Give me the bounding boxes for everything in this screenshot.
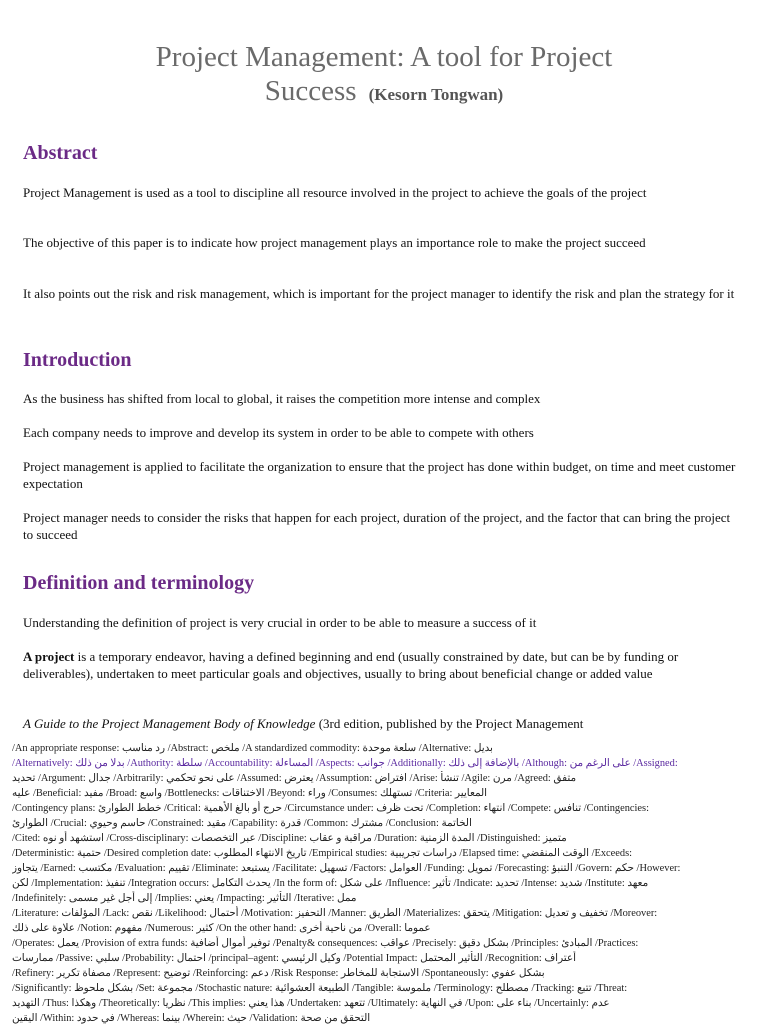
project-definition: is a temporary endeavor, having a defined beginning and end (usually constrained by date, but can be by funding or deliverables), undertaken to meet particular goals and objectives, usually to bring about beneficial change or added value [23, 649, 679, 681]
glossary-line: /Cited: استشهد أو نوه /Cross-disciplinary: عبر التخصصات /Discipline: مراقبة و عقاب /Duration: المدة الزمنية /Distinguished: متميز [12, 833, 567, 844]
project-term: A project [23, 649, 75, 664]
glossary-line: /Deterministic: حتمية /Desired completion date: تاريخ الانتهاء المطلوب /Empirical studies: دراسات تجريبية /Elapsed time: الوقت المنقضي /Exceeds: [12, 848, 633, 859]
glossary-line: الطوارئ /Crucial: حاسم وحيوي /Constrained: مقيد /Capability: قدرة /Common: مشترك /Conclusion: الخاتمة [12, 818, 472, 829]
glossary-line: ممارسات /Passive: سلبي /Probability: احتمال /principal–agent: وكيل الرئيسي /Potential Impact: التأثير المحتمل /Recognition: أعتراف [12, 953, 577, 964]
abstract-paragraph-2: The objective of this paper is to indicate how project management plays an importance role to make the project succeed [23, 235, 646, 250]
definition-paragraph-3 [23, 715, 743, 732]
definition-paragraph-2 [23, 648, 743, 682]
definition-heading: Definition and terminology [23, 572, 255, 594]
glossary-line: يتجاوز /Earned: مكتسب /Evaluation: تقييم /Eliminate: يستبعد /Facilitate: تسهيل /Factors: العوامل /Funding: تمويل /Forecasting: التنبؤ /Govern: حكم /However: [12, 863, 681, 874]
introduction-paragraph-2: Each company needs to improve and develop its system in order to be able to compete with others [23, 425, 534, 440]
pmbok-title: A Guide to the Project Management Body of Knowledge [23, 716, 316, 731]
pmbok-edition: (3rd edition, published by the Project Management [315, 716, 584, 731]
glossary-line: /Operates: يعمل /Provision of extra funds: توفير أموال أضافية /Penalty& consequences: عواقب /Precisely: بشكل دقيق /Principles: المبادئ /Practices: [12, 938, 639, 949]
abstract-paragraph-3: It also points out the risk and risk management, which is important for the project manager to identify the risk and plan the strategy for it [23, 286, 735, 301]
glossary-line: تحديد /Argument: جدال /Arbitrarily: على نحو تحكمي /Assumed: يعترض /Assumption: افتراض /Arise: تنشأ /Agile: مرن /Agreed: متفق [12, 773, 577, 784]
document-title [0, 40, 768, 112]
introduction-heading: Introduction [23, 349, 132, 371]
glossary-line: اليقين /Within: في حدود /Whereas: بينما /Wherein: حيث /Validation: التحقق من صحة [12, 1013, 371, 1024]
glossary-line: /Refinery: مصفاة تكرير /Represent: توضيح /Reinforcing: دعم /Risk Response: الاستجابة للمخاطر /Spontaneously: بشكل عفوي [12, 968, 545, 979]
abstract-paragraph-1: Project Management is used as a tool to discipline all resource involved in the project to achieve the goals of the project [23, 185, 647, 200]
title-line-1: Project Management: A tool for Project [155, 41, 613, 73]
glossary-line: /Alternatively: بدلا من ذلك /Authority: سلطة /Accountability: المساءلة /Aspects: جوانب /Additionally: بالإضافة إلى ذلك /Although: على الرغم من /Assigned: [12, 758, 678, 769]
glossary-line: /An appropriate response: رد مناسب /Abstract: ملخص /A standardized commodity: سلعة موحدة /Alternative: بديل [12, 743, 493, 754]
abstract-heading: Abstract [23, 142, 98, 164]
title-line-2 [0, 74, 768, 112]
glossary-line: التهديد /Thus: وهكذا /Theoretically: نظريا /This implies: هذا يعني /Undertaken: تتعهد /Ultimately: في النهاية /Upon: بناء على /Uncertainly: عدم [12, 998, 610, 1009]
definition-paragraph-1: Understanding the definition of project is very crucial in order to be able to measure a success of it [23, 615, 537, 630]
glossary-line: علاوة على ذلك /Notion: مفهوم /Numerous: كثير /On the other hand: من ناحية أخرى /Overall: عموما [12, 923, 431, 934]
glossary-line: عليه /Beneficial: مفيد /Broad: واسع /Bottlenecks: الاختناقات /Beyond: وراء /Consumes: تستهلك /Criteria: المعايير [12, 788, 488, 799]
glossary-line: /Significantly: بشكل ملحوظ /Set: مجموعة /Stochastic nature: الطبيعة العشوائية /Tangible: ملموسة /Terminology: مصطلح /Tracking: تتبع /Threat: [12, 983, 628, 994]
introduction-paragraph-3: Project management is applied to facilitate the organization to ensure that the project has done within budget, on time and meet customer expectation [23, 459, 736, 491]
glossary-line: /Literature: المؤلفات /Lack: نقص /Likelihood: أحتمال /Motivation: التحفيز /Manner: الطريق /Materializes: يتحقق /Mitigation: تخفيف و تعديل /Moreover: [12, 908, 658, 919]
introduction-paragraph-1: As the business has shifted from local to global, it raises the competition more intense and complex [23, 391, 541, 406]
glossary-line: /Contingency plans: خطط الطوارئ /Critical: حرج أو بالغ الأهمية /Circumstance under: تحت ظرف /Completion: انتهاء /Compete: تنافس /Contingencies: [12, 803, 649, 814]
author-name: (Kesorn Tongwan) [368, 85, 504, 104]
title-word: Success [264, 75, 357, 107]
glossary-overlay [12, 741, 758, 1024]
introduction-paragraph-4: Project manager needs to consider the risks that happen for each project, duration of the project, and the factor that can bring the project to succeed [23, 510, 731, 542]
glossary-line: لكن /Implementation: تنفيذ /Integration occurs: يحدث التكامل /In the form of: على شكل /Influence: تأثير /Indicate: تحديد /Intense: شديد /Institute: معهد [12, 878, 649, 889]
glossary-line: /Indefinitely: إلى أجل غير مسمى /Implies: يعني /Impacting: التأثير /Iterative: ممل [12, 893, 357, 904]
